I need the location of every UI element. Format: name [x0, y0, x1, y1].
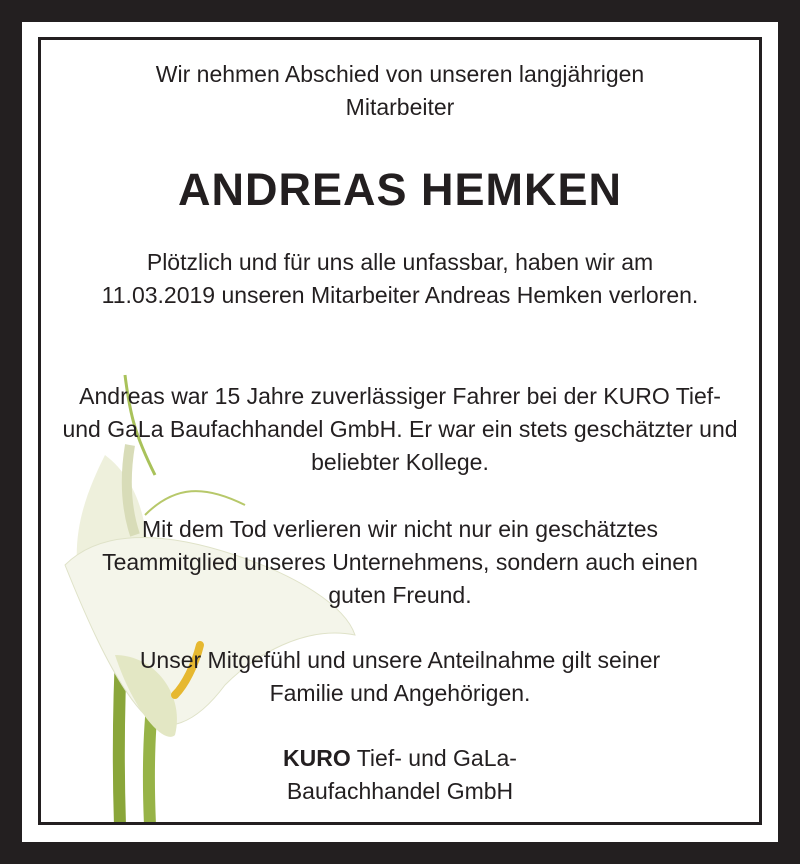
obituary-page	[22, 22, 778, 842]
paragraph-2: Andreas war 15 Jahre zuverlässiger Fahrer bei der KURO Tief- und GaLa Baufachhandel GmbH. Er war ein stets geschätzter und beliebter Kollege.	[62, 383, 738, 475]
obituary-frame	[38, 37, 762, 825]
deceased-name: ANDREAS HEMKEN	[177, 164, 623, 215]
signature	[41, 742, 759, 808]
signature-company-short: KURO	[283, 745, 351, 771]
intro-text: Wir nehmen Abschied von unseren langjährigen Mitarbeiter	[155, 61, 645, 120]
paragraph-1: Plötzlich und für uns alle unfassbar, haben wir am 11.03.2019 unseren Mitarbeiter Andreas Hemken verloren.	[101, 249, 699, 308]
signature-company-rest: Tief- und GaLa-Baufachhandel GmbH	[286, 745, 517, 804]
paragraph-3: Mit dem Tod verlieren wir nicht nur ein geschätztes Teammitglied unseres Unternehmens, sondern auch einen guten Freund.	[102, 516, 698, 608]
paragraph-4: Unser Mitgefühl und unsere Anteilnahme gilt seiner Familie und Angehörigen.	[139, 647, 661, 706]
